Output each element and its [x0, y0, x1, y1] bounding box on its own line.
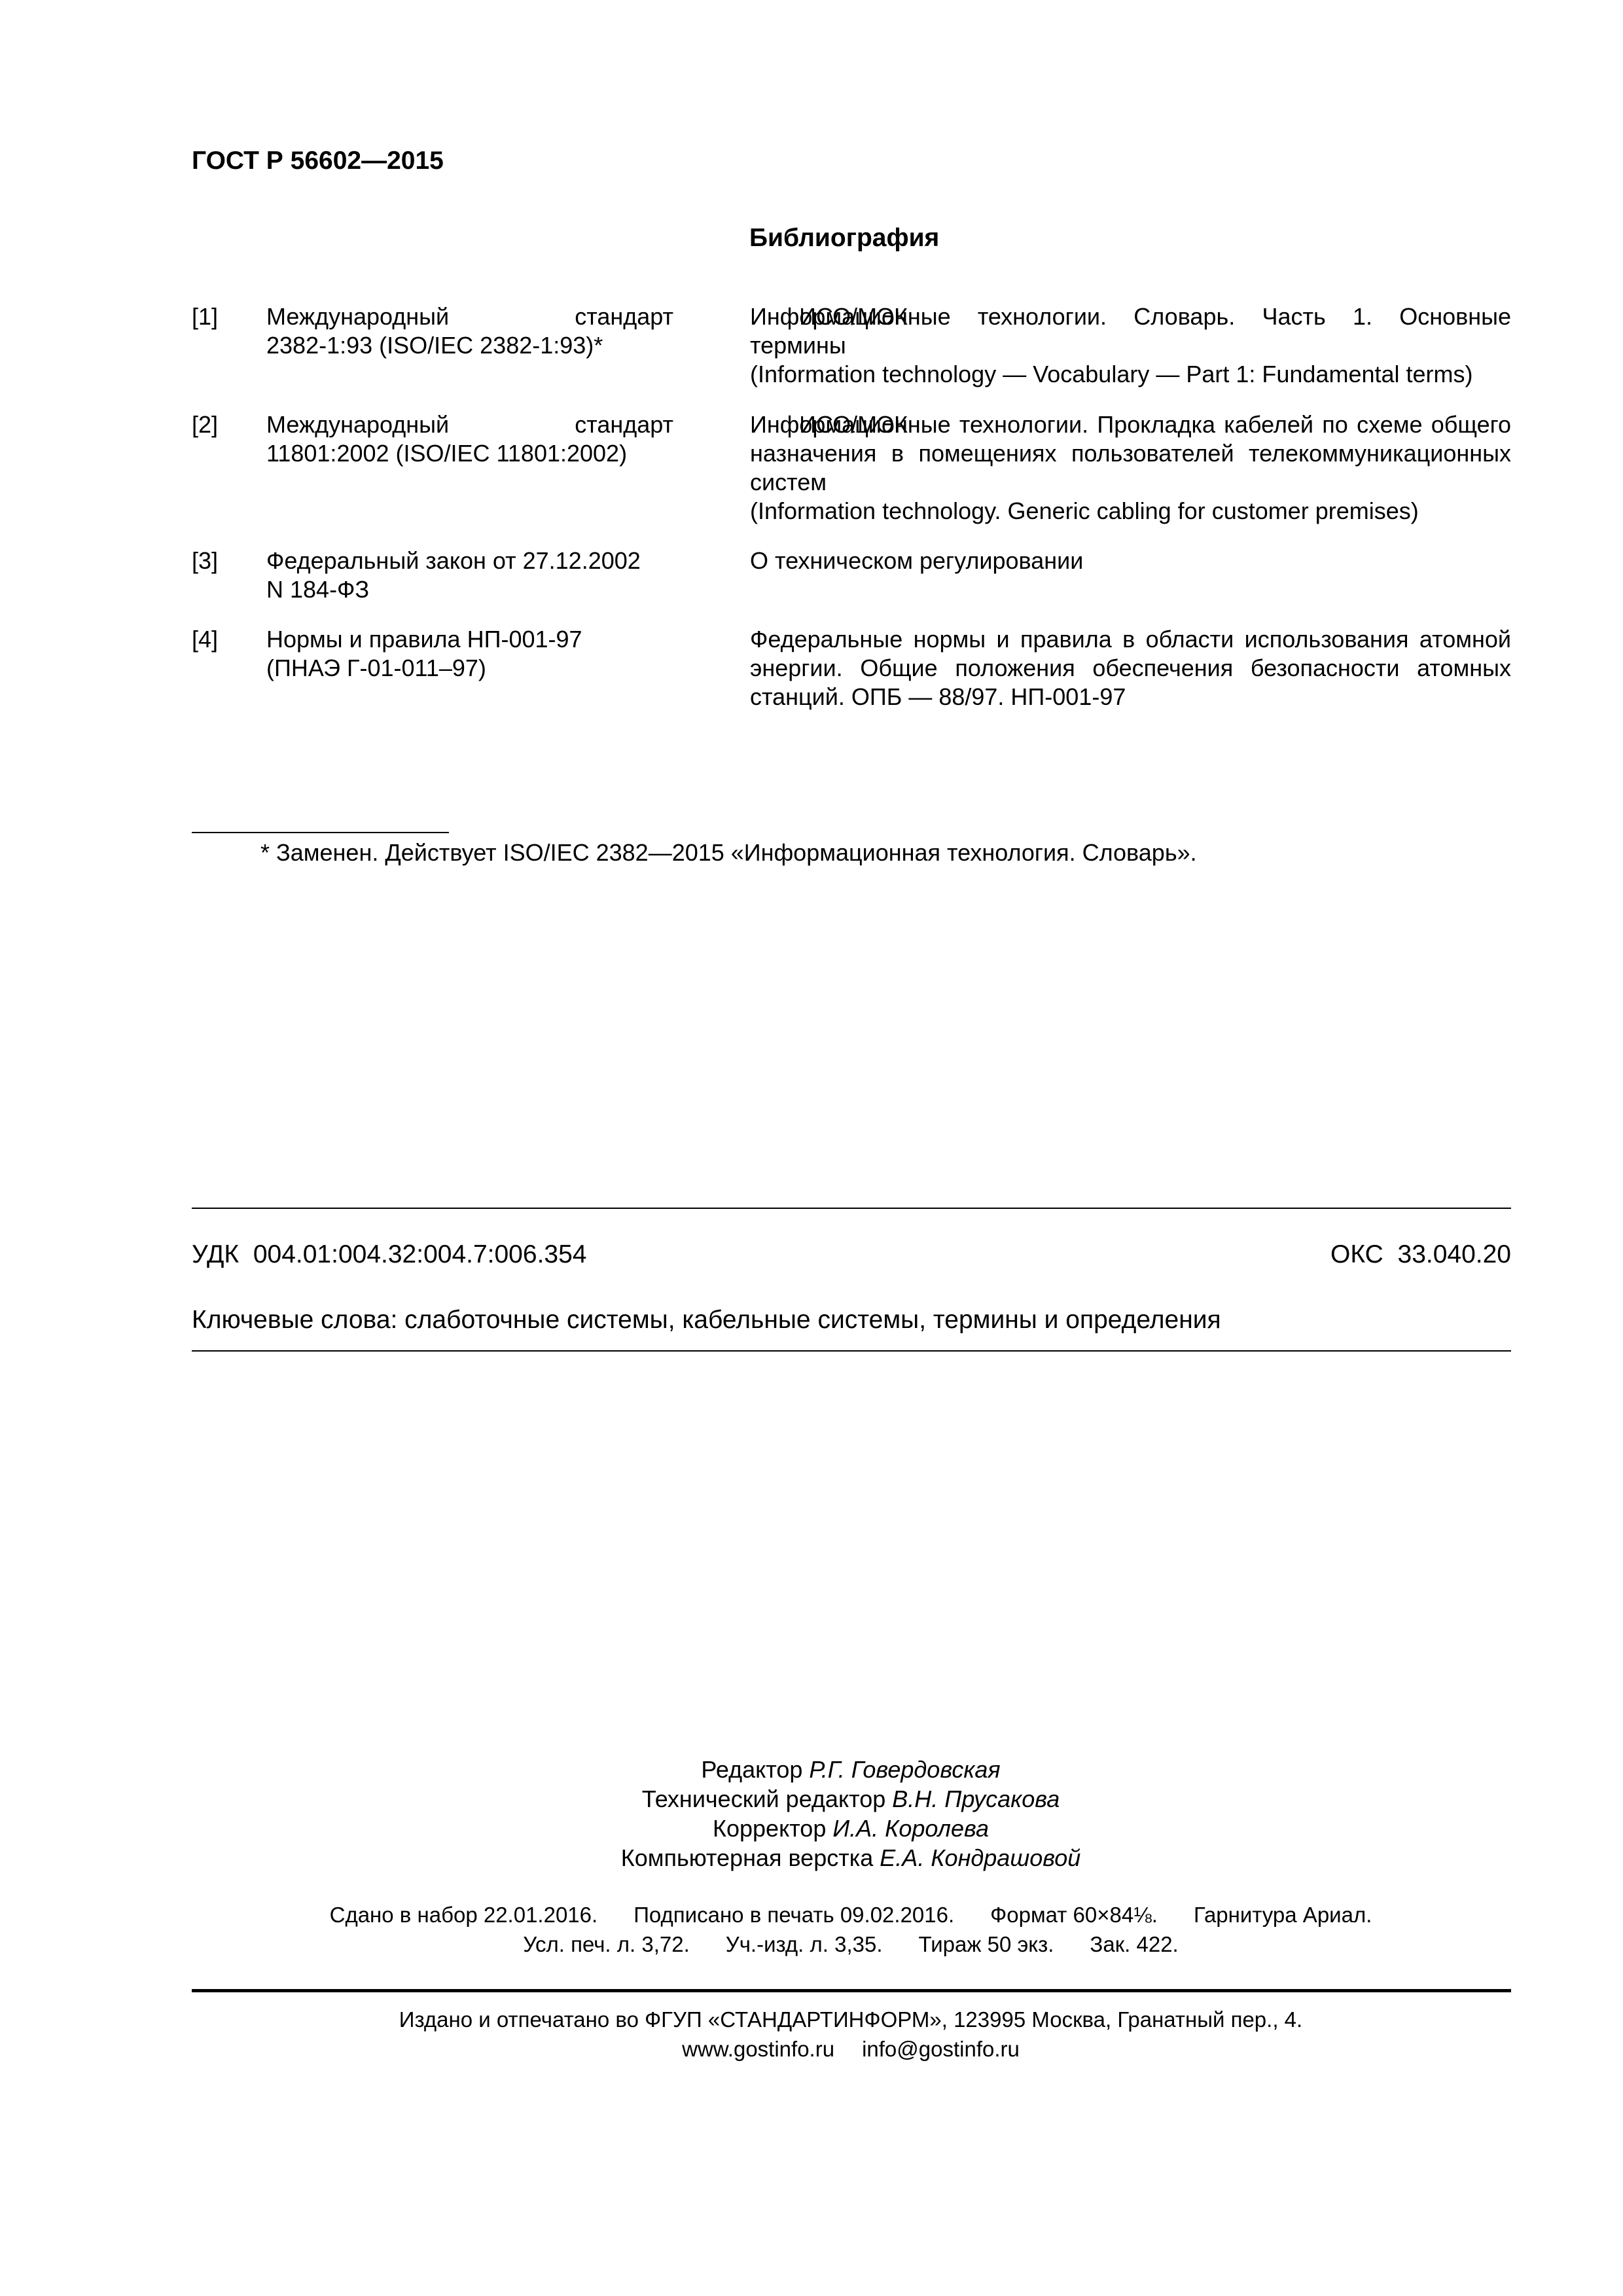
credit-line — [0, 1814, 1623, 1843]
pub-item: Зак. 422. — [1090, 1932, 1179, 1956]
title-line: станций. ОПБ — 88/97. НП-001-97 — [750, 683, 1126, 710]
title-line: Федеральные нормы и правила в области использования атомной — [750, 626, 1511, 653]
entry-title — [750, 547, 1511, 575]
credit-person: Р.Г. Говердовская — [809, 1756, 1001, 1783]
publication-line-2 — [0, 1929, 1623, 1959]
entry-number: [4] — [192, 626, 219, 653]
website-link[interactable]: www.gostinfo.ru — [682, 2037, 835, 2061]
imprint-block — [0, 2005, 1623, 2064]
source-line: 11801:2002 (ISO/IEC 11801:2002) — [266, 440, 628, 467]
pub-item: Гарнитура Ариал. — [1193, 1903, 1372, 1927]
pub-item: Уч.-изд. л. 3,35. — [725, 1932, 883, 1956]
entry-number: [2] — [192, 411, 219, 438]
source-line: Федеральный закон от 27.12.2002 — [266, 547, 641, 574]
keywords: Ключевые слова: слаботочные системы, кабельные системы, термины и определения — [192, 1306, 1221, 1334]
imprint-contacts — [0, 2034, 1623, 2064]
title-line: назначения в помещениях пользователей телекоммуникационных — [750, 440, 1511, 467]
classification-top-rule — [192, 1208, 1511, 1209]
document-code: ГОСТ Р 56602—2015 — [192, 147, 444, 175]
entry-number: [3] — [192, 547, 219, 574]
credit-role: Компьютерная верстка — [620, 1844, 874, 1871]
credit-person: В.Н. Прусакова — [892, 1785, 1060, 1812]
title-line: энергии. Общие положения обеспечения безопасности атомных — [750, 655, 1511, 681]
credit-person: И.А. Королева — [832, 1815, 989, 1842]
udc-code: УДК 004.01:004.32:004.7:006.354 — [192, 1240, 587, 1268]
footnote-separator — [192, 832, 449, 833]
pub-item: Усл. печ. л. 3,72. — [523, 1932, 690, 1956]
credit-role: Редактор — [701, 1756, 803, 1783]
title-line: (Information technology — Vocabulary — Part 1: Fundamental terms) — [750, 361, 1473, 387]
title-line: (Information technology. Generic cabling for customer premises) — [750, 497, 1419, 524]
credit-role: Корректор — [713, 1815, 827, 1842]
source-line: Нормы и правила НП-001-97 — [266, 626, 582, 653]
entry-number: [1] — [192, 303, 219, 330]
credits-block — [0, 1755, 1623, 1873]
publication-line-1 — [0, 1900, 1623, 1929]
entry-title — [750, 302, 1511, 389]
pub-item: Подписано в печать 09.02.2016. — [633, 1903, 955, 1927]
pub-item: Сдано в набор 22.01.2016. — [329, 1903, 598, 1927]
credit-line — [0, 1784, 1623, 1814]
classification-bottom-rule — [192, 1350, 1511, 1352]
source-line: (ПНАЭ Г-01-011–97) — [266, 655, 486, 681]
credit-line — [0, 1755, 1623, 1784]
title-line: Информационные технологии. Прокладка кабелей по схеме общего — [750, 411, 1511, 438]
imprint-address: Издано и отпечатано во ФГУП «СТАНДАРТИНФОРМ», 123995 Москва, Гранатный пер., 4. — [399, 2007, 1303, 2032]
pub-item: Тираж 50 экз. — [918, 1932, 1054, 1956]
email-link[interactable]: info@gostinfo.ru — [862, 2037, 1020, 2061]
credit-role: Технический редактор — [641, 1785, 886, 1812]
footnote: * Заменен. Действует ISO/IEC 2382—2015 «Информационная технология. Словарь». — [260, 839, 1197, 866]
entry-title — [750, 410, 1511, 526]
credit-line — [0, 1843, 1623, 1873]
pub-item: Формат 60×84⅛. — [990, 1903, 1158, 1927]
imprint-rule — [192, 1989, 1511, 1992]
title-line: Информационные технологии. Словарь. Часть 1. Основные — [750, 303, 1511, 330]
title-line: систем — [750, 469, 827, 495]
credit-person: Е.А. Кондрашовой — [880, 1844, 1081, 1871]
oks-code: ОКС 33.040.20 — [1330, 1240, 1511, 1268]
source-line: 2382-1:93 (ISO/IEC 2382-1:93)* — [266, 332, 603, 359]
entry-title — [750, 625, 1511, 711]
source-line: Международный стандарт ИСО/МЭК — [266, 411, 908, 438]
title-line: О техническом регулировании — [750, 547, 1084, 574]
source-line: Международный стандарт ИСО/МЭК — [266, 303, 908, 330]
bibliography-title: Библиография — [749, 224, 940, 252]
source-line: N 184-ФЗ — [266, 576, 370, 603]
title-line: термины — [750, 332, 846, 359]
